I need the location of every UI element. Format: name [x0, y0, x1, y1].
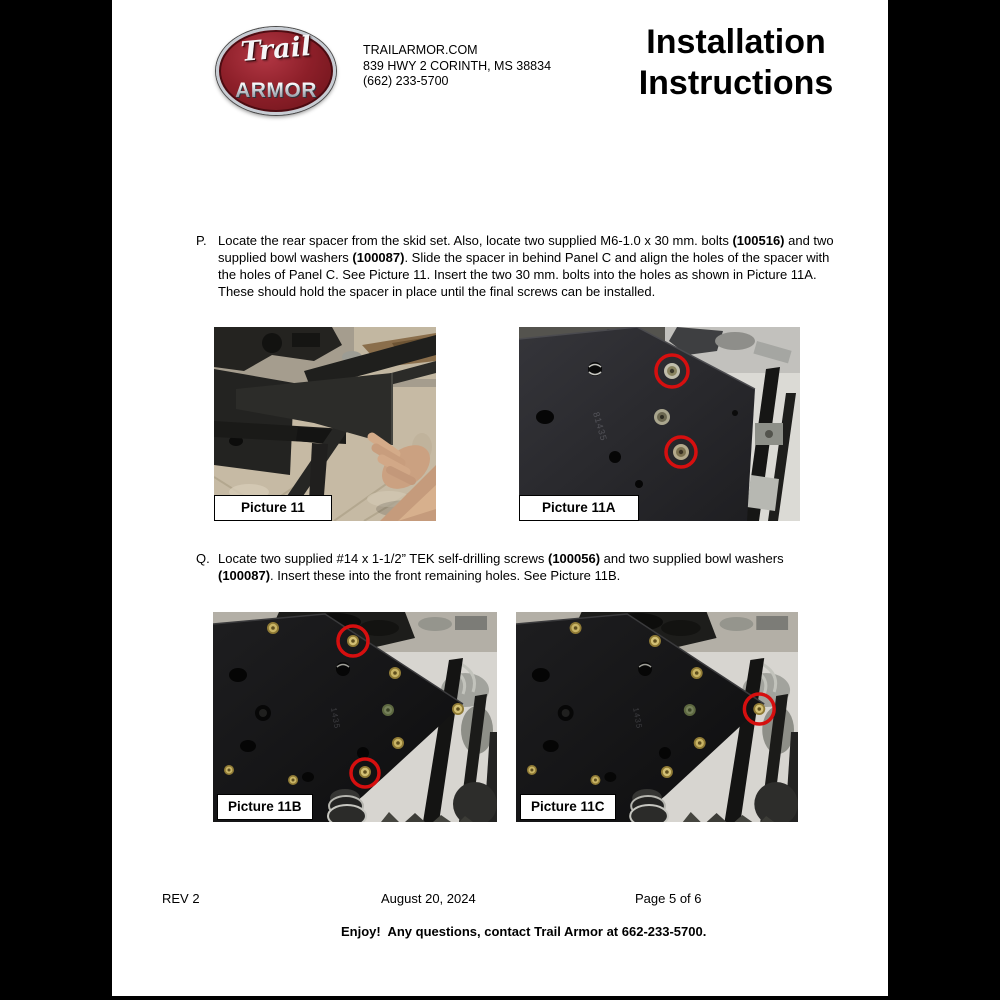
company-website: TRAILARMOR.COM — [363, 43, 478, 57]
step-q-text: Locate two supplied #14 x 1-1/2” TEK self-drilling screws (100056) and two supplied bowl washers (100087). Insert these into the front remaining holes. See Picture 11B. — [218, 551, 784, 583]
picture-11b-label: Picture 11B — [217, 794, 313, 820]
photo-picture-11-image — [214, 327, 436, 521]
picture-11-label: Picture 11 — [214, 495, 332, 521]
logo-trail-script: Trail — [239, 30, 313, 69]
company-phone: (662) 233-5700 — [363, 74, 449, 88]
photo-picture-11c — [516, 612, 798, 822]
document-page — [112, 0, 888, 996]
document-title — [617, 22, 855, 104]
step-p-letter: P. — [196, 233, 207, 248]
picture-11a-label: Picture 11A — [519, 495, 639, 521]
step-p-text: Locate the rear spacer from the skid set. Also, locate two supplied M6-1.0 x 30 mm. bolts (100516) and two supplied bowl washers (100087). Slide the spacer in behind Panel C and align the holes of the spacer with the holes of Panel C. See Picture 11. Insert the two 30 mm. bolts into the holes as shown in Picture 11A. These should hold the spacer in place until the final screws can be installed. — [218, 233, 834, 299]
svg-text:81435: 81435 — [591, 410, 609, 443]
revision-label: REV 2 — [162, 891, 200, 906]
logo-armor-text: ARMOR — [219, 79, 333, 103]
photo-picture-11 — [214, 327, 436, 521]
page-number: Page 5 of 6 — [635, 891, 702, 906]
company-address: 839 HWY 2 CORINTH, MS 38834 — [363, 58, 552, 73]
contact-note: Enjoy! Any questions, contact Trail Armor at 662-233-5700. — [341, 924, 707, 939]
photo-picture-11c-image — [516, 612, 798, 822]
photo-picture-11b — [213, 612, 497, 822]
trail-armor-logo — [216, 27, 336, 115]
step-q-letter: Q. — [196, 551, 210, 566]
photo-picture-11a-image — [519, 327, 800, 521]
photo-picture-11a — [519, 327, 800, 521]
instruction-step-q — [196, 550, 836, 584]
document-title-line1: Installation — [646, 23, 826, 61]
company-info — [363, 43, 551, 90]
document-date: August 20, 2024 — [381, 891, 476, 906]
document-title-line2: Instructions — [638, 64, 834, 102]
photo-picture-11b-image — [213, 612, 497, 822]
picture-11c-label: Picture 11C — [520, 794, 616, 820]
instruction-step-p — [196, 232, 836, 300]
